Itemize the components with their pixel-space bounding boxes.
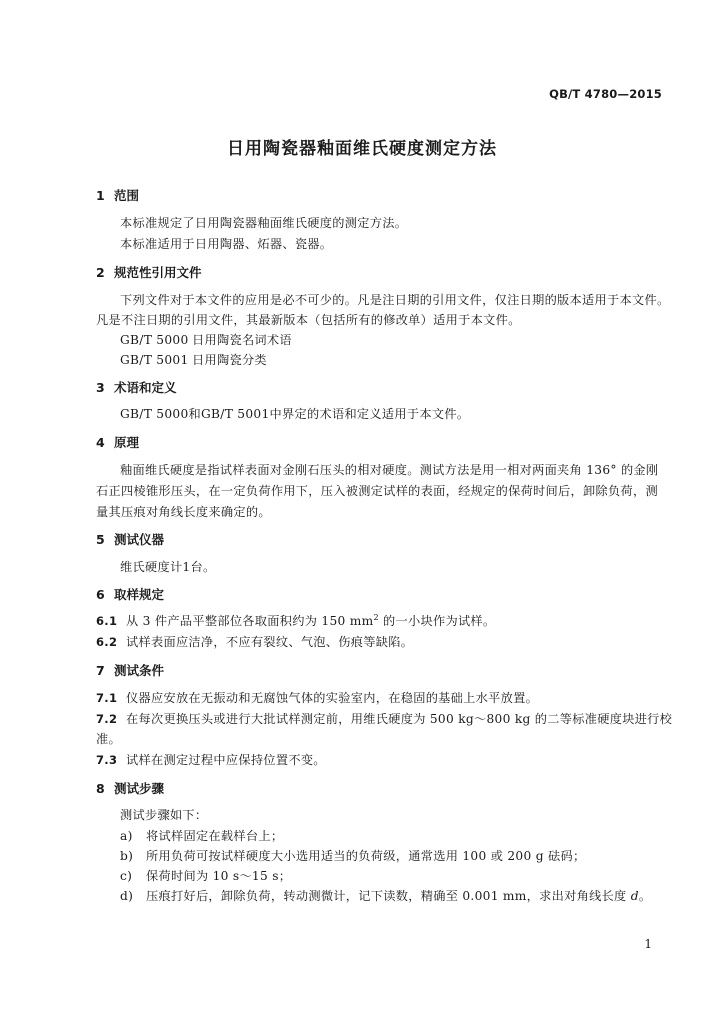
superscript: 2 (373, 612, 379, 622)
list-item-text: 保荷时间为 10 s～15 s； (146, 869, 292, 883)
normative-reference (120, 331, 292, 348)
section-title: 规范性引用文件 (114, 265, 202, 280)
paragraph-line: 维氏硬度计1台。 (120, 560, 216, 574)
section-4-heading (96, 433, 139, 451)
list-marker: a) (120, 829, 133, 843)
section-number: 8 (96, 781, 105, 796)
list-item (120, 887, 651, 904)
list-item (120, 847, 585, 864)
clause-number: 6.2 (96, 635, 118, 649)
section-number: 7 (96, 663, 105, 678)
normative-reference (120, 351, 267, 368)
clause-text: 在每次更换压头或进行大批试样测定前，用维氏硬度为 500 kg～800 kg 的二等标准硬度块进行校 (126, 712, 673, 726)
clause-text: 仪器应安放在无振动和无腐蚀气体的实验室内，在稳固的基础上水平放置。 (126, 691, 539, 705)
reference-name: 日用陶瓷名词术语 (192, 333, 292, 347)
paragraph-line: 本标准规定了日用陶瓷器釉面维氏硬度的测定方法。 (120, 216, 408, 230)
list-item-text: 压痕打好后，卸除负荷，转动测微计，记下读数，精确至 0.001 mm，求出对角线长度 (146, 889, 631, 903)
section-1-heading (96, 186, 139, 204)
clause-number: 7.1 (96, 691, 118, 705)
section-number: 1 (96, 188, 105, 203)
section-title: 测试步骤 (114, 781, 165, 796)
paragraph-line: 本标准适用于日用陶器、炻器、瓷器。 (120, 237, 333, 251)
clause-text: 从 3 件产品平整部位各取面积约为 150 mm (126, 614, 374, 628)
section-number: 3 (96, 380, 105, 395)
list-item-text-end: 。 (638, 889, 652, 903)
section-number: 2 (96, 265, 105, 280)
section-title: 原理 (114, 435, 140, 450)
clause-text: 试样表面应洁净，不应有裂纹、气泡、伤痕等缺陷。 (126, 635, 414, 649)
clause-number: 6.1 (96, 614, 118, 628)
section-number: 5 (96, 532, 105, 547)
paragraph-line: GB/T 5000和GB/T 5001中界定的术语和定义适用于本文件。 (120, 407, 470, 421)
clause-number: 7.3 (96, 753, 118, 767)
list-item-text: 所用负荷可按试样硬度大小选用适当的负荷级，通常选用 100 或 200 g 砝码； (146, 849, 586, 863)
paragraph-line: 下列文件对于本文件的应用是必不可少的。凡是注日期的引用文件，仅注日期的版本适用于本文件。 (120, 293, 670, 307)
list-item-text: 将试样固定在载样台上； (146, 829, 284, 843)
paragraph-line: 凡是不注日期的引用文件，其最新版本（包括所有的修改单）适用于本文件。 (96, 313, 521, 327)
list-item (120, 827, 283, 844)
paragraph-line: 量其压痕对角线长度来确定的。 (96, 505, 271, 519)
clause-7-2 (96, 710, 672, 727)
clause-7-2-continuation: 准。 (96, 732, 121, 746)
reference-code: GB/T 5000 (120, 333, 189, 347)
list-marker: b) (120, 849, 134, 863)
list-marker: c) (120, 869, 133, 883)
section-6-heading (96, 585, 164, 603)
clause-6-1 (96, 612, 495, 629)
section-title: 范围 (114, 188, 140, 203)
section-2-heading (96, 263, 202, 281)
paragraph-line: 测试步骤如下： (120, 808, 208, 822)
clause-6-2 (96, 633, 413, 650)
page-number: 1 (644, 937, 652, 951)
list-marker: d) (120, 889, 134, 903)
clause-text-cont: 的一小块作为试样。 (378, 614, 496, 628)
clause-text: 试样在测定过程中应保持位置不变。 (126, 753, 326, 767)
section-title: 取样规定 (114, 587, 165, 602)
section-title: 测试仪器 (114, 532, 165, 547)
section-5-heading (96, 530, 164, 548)
paragraph-line: 釉面维氏硬度是指试样表面对金刚石压头的相对硬度。测试方法是用一相对两面夹角 136° 的金刚 (120, 463, 659, 477)
clause-7-3 (96, 751, 326, 768)
reference-name: 日用陶瓷分类 (192, 353, 267, 367)
standard-code: QB/T 4780—2015 (549, 87, 662, 101)
section-number: 6 (96, 587, 105, 602)
section-8-heading (96, 779, 164, 797)
section-7-heading (96, 661, 164, 679)
document-title: 日用陶瓷器釉面维氏硬度测定方法 (227, 139, 497, 159)
list-item (120, 867, 291, 884)
reference-code: GB/T 5001 (120, 353, 189, 367)
section-number: 4 (96, 435, 105, 450)
section-title: 测试条件 (114, 663, 165, 678)
clause-number: 7.2 (96, 712, 118, 726)
paragraph-line: 石正四棱锥形压头，在一定负荷作用下，压入被测定试样的表面，经规定的保荷时间后，卸除负荷，测 (96, 484, 658, 498)
clause-7-1 (96, 689, 538, 706)
section-3-heading (96, 378, 177, 396)
variable-d: d (630, 889, 639, 903)
section-title: 术语和定义 (114, 380, 177, 395)
